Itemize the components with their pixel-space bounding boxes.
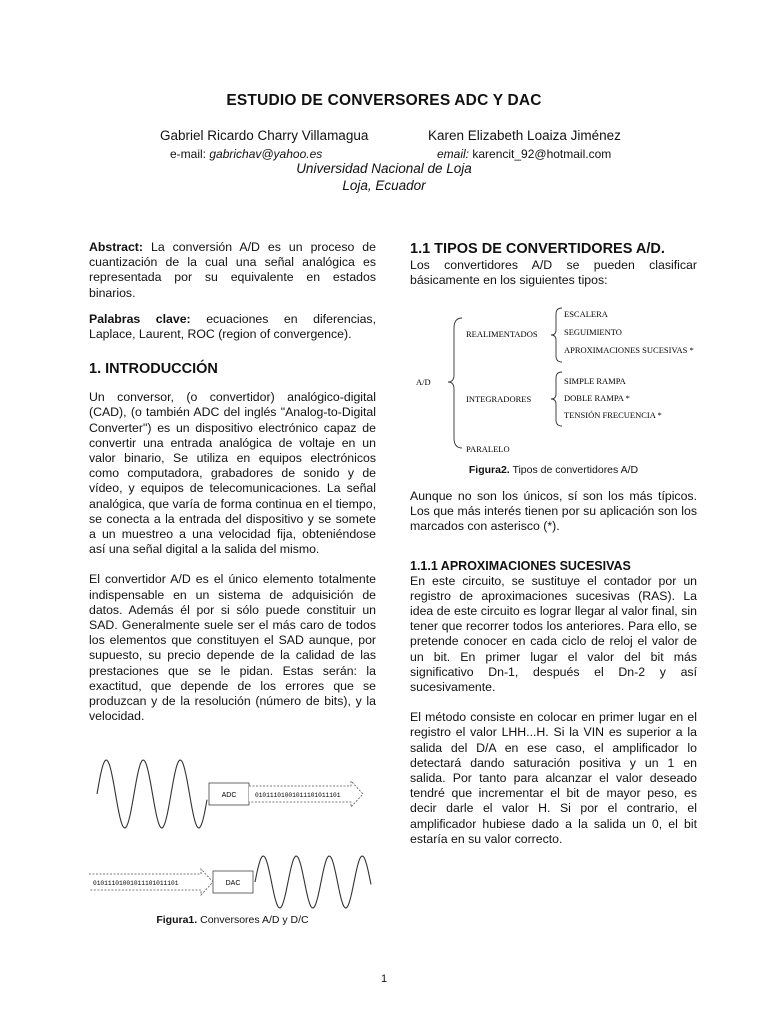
email-1-label: e-mail: (170, 147, 210, 161)
section-1-1-1-heading: 1.1.1 APROXIMACIONES SUCESIVAS (410, 558, 631, 573)
abstract-text: La conversión A/D es un proceso de cuantización de la cual una señal analógica es representada por su equivalente en estados binarios. (89, 240, 376, 300)
node-integradores: INTEGRADORES (466, 394, 532, 404)
adc-label: ADC (221, 792, 237, 799)
abstract-label: Abstract: (89, 240, 143, 254)
figure-1-caption (89, 914, 376, 926)
author-2-email (437, 147, 611, 161)
affiliation (0, 160, 768, 194)
figure-1-caption-text: Conversores A/D y D/C (197, 914, 309, 926)
section-1-1-heading: 1.1 TIPOS DE CONVERTIDORES A/D. (410, 241, 665, 257)
node-doble-rampa: DOBLE RAMPA * (564, 393, 630, 403)
keywords-label: Palabras clave: (89, 311, 191, 326)
intro-heading: 1. INTRODUCCIÓN (89, 361, 218, 378)
right-column (410, 240, 697, 288)
email-2-label: email: (437, 147, 473, 161)
intro-paragraph-2: El convertidor A/D es el único elemento totalmente indispensable en un sistema de adquisición de datos. Además él por si sólo puede constituir un SAD. Generalmente suele ser el más caro de todos los elementos que constituyen el SAD aunque, por supuesto, su precio depende de la calidad de las prestaciones que se le pidan. Estas serán: la exactitud, que depende de los errores que se produzcan y de la resolución (número de bits), y la velocidad. (89, 572, 376, 724)
integradores-brace (551, 372, 562, 426)
section-1-1-paragraph-1: Los convertidores A/D se pueden clasificar básicamente en los siguientes tipos: (410, 258, 697, 288)
intro-paragraph-1: Un conversor, (o convertidor) analógico-digital (CAD), (o también ADC del inglés "Analog-to-Digital Converter") es un dispositivo electrónico capaz de convertir una entrada analógica de voltaje en un valor binario, Se utiliza en equipos electrónicos como computadora, grabadores de sonido y de vídeo, y equipos de telecomunicaciones. La señal analógica, que varía de forma continua en el tiempo, se conecta a la entrada del dispositivo y se somete a un muestreo a una velocidad fija, obteniéndose así una señal digital a la salida del mismo. (89, 390, 376, 557)
keywords (89, 312, 376, 342)
node-escalera: ESCALERA (564, 309, 608, 319)
section-1-1-1-paragraph-1: En este circuito, se sustituye el contador por un registro de aproximaciones sucesivas (RAS). La idea de este circuito es lograr llegar al valor final, sin tener que recorrer todos los anteriores. Para ello, se pretende conocer en cada ciclo de reloj el valor de un bit. En primer lugar el valor del bit más significativo Dn-1, después el Dn-2 y así sucesivamente. (410, 573, 697, 695)
university: Universidad Nacional de Loja (296, 161, 472, 176)
email-2-address: karencit_92@hotmail.com (472, 147, 612, 161)
node-simple-rampa: SIMPLE RAMPA (564, 376, 626, 386)
abstract (89, 240, 376, 301)
realimentados-brace (551, 308, 562, 362)
bits-out-text: 01011101001011101011101 (255, 792, 341, 799)
section-1-1-1-paragraph-2: El método consiste en colocar en primer lugar en el registro el valor LHH...H. Si la VIN es superior a la salida del D/A en ese caso, el amplificador lo detectará dando saturación positiva y un 1 en salida. Por tanto para alcanzar el valor deseado tendré que incrementar el bit de mayor peso, es decir darle el valor H. Si por el contrario, el amplificador hubiese dado a la salida un 0, el bit estaría en su valor correcto. (410, 710, 697, 846)
node-aproximaciones: APROXIMACIONES SUCESIVAS * (564, 345, 694, 355)
keywords-text: ecuaciones en diferencias, Laplace, Laurent, ROC (region of convergence). (89, 311, 376, 342)
figure-1-caption-label: Figura1. (156, 914, 198, 926)
paper-title: ESTUDIO DE CONVERSORES ADC Y DAC (226, 92, 542, 109)
author-1-email (170, 147, 322, 161)
figure-2-caption (410, 464, 697, 476)
author-1: Gabriel Ricardo Charry Villamagua (160, 128, 369, 143)
figure-1-diagram (89, 752, 376, 912)
node-paralelo: PARALELO (466, 444, 510, 454)
analog-wave-in (97, 760, 207, 828)
author-2: Karen Elizabeth Loaiza Jiménez (428, 128, 621, 143)
page-number: 1 (380, 973, 388, 985)
dac-label: DAC (225, 880, 241, 887)
figure-2-diagram (410, 300, 697, 460)
left-column (89, 240, 376, 724)
node-tension-frecuencia: TENSIÓN FRECUENCIA * (564, 410, 662, 420)
email-1-address: gabrichav@yahoo.es (209, 147, 323, 161)
figure-2-caption-text: Tipos de convertidores A/D (509, 464, 639, 476)
node-ad: A/D (416, 377, 431, 387)
right-column-lower (410, 489, 697, 847)
bits-in-text: 01011101001011101011101 (93, 880, 179, 887)
node-seguimiento: SEGUIMIENTO (564, 327, 622, 337)
main-brace (448, 318, 462, 448)
location: Loja, Ecuador (342, 178, 426, 193)
analog-wave-out (255, 856, 371, 908)
section-1-1-paragraph-2: Aunque no son los únicos, sí son los más típicos. Los que más interés tienen por su aplicación son los marcados con asterisco (*). (410, 489, 697, 534)
figure-2-caption-label: Figura2. (468, 464, 510, 476)
node-realimentados: REALIMENTADOS (466, 329, 538, 339)
